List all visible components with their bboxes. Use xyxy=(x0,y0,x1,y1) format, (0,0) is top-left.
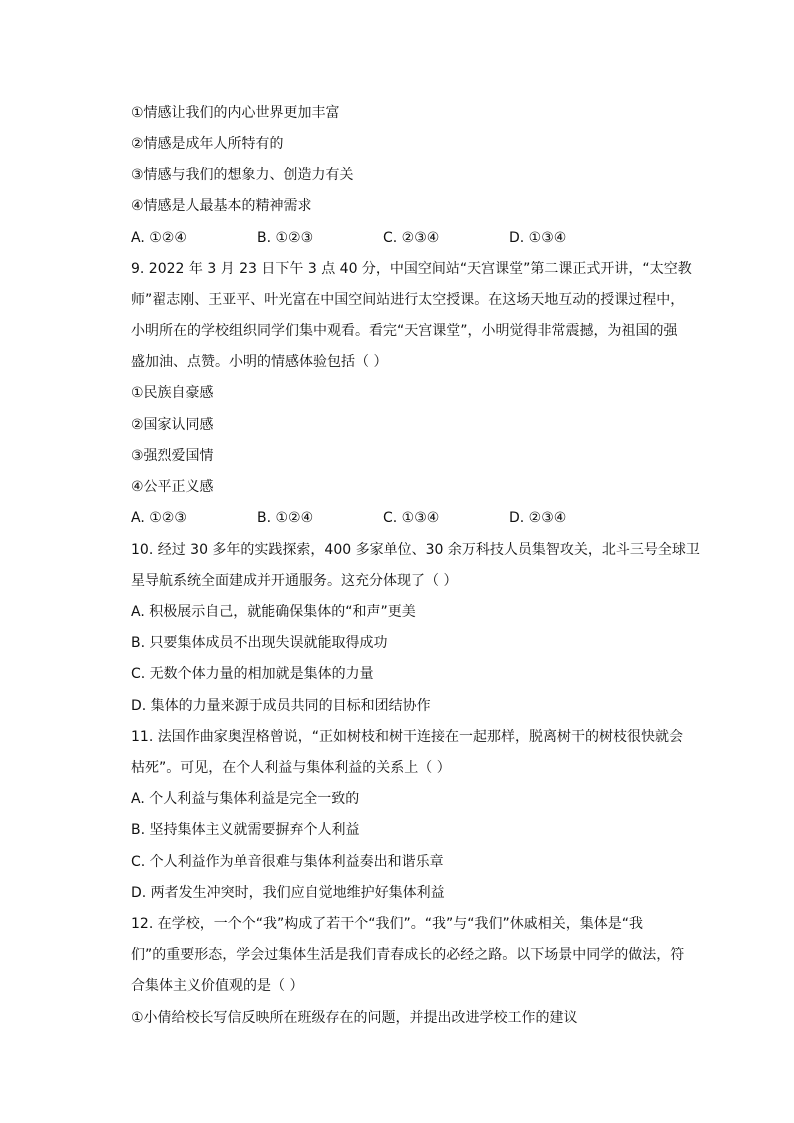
q8-option-a: A. ①②④ xyxy=(131,230,187,246)
q9-option-d: D. ②③④ xyxy=(509,510,567,526)
q8-option-d: D. ①③④ xyxy=(509,230,567,246)
q9-statement-4: ④公平正义感 xyxy=(131,479,214,495)
q12-stem-line-3: 合集体主义价值观的是（ ） xyxy=(131,978,304,994)
q8-statement-3: ③情感与我们的想象力、创造力有关 xyxy=(131,167,354,183)
q9-statement-3: ③强烈爱国情 xyxy=(131,448,214,464)
q12-stem-line-1: 12. 在学校，一个个“我”构成了若干个“我们”。“我”与“我们”休戚相关，集体是“我 xyxy=(131,916,643,932)
q8-option-b: B. ①②③ xyxy=(257,230,314,246)
q9-option-c: C. ①③④ xyxy=(383,510,440,526)
q8-statement-2: ②情感是成年人所特有的 xyxy=(131,136,284,152)
q11-option-b: B. 坚持集体主义就需要摒弃个人利益 xyxy=(131,822,360,838)
q10-option-a: A. 积极展示自己，就能确保集体的“和声”更美 xyxy=(131,604,416,620)
q10-stem-line-1: 10. 经过 30 多年的实践探索，400 多家单位、30 余万科技人员集智攻关，北斗三号全球卫 xyxy=(131,542,700,558)
q9-option-b: B. ①②④ xyxy=(257,510,314,526)
q8-option-c: C. ②③④ xyxy=(383,230,440,246)
q10-stem-line-2: 星导航系统全面建成并开通服务。这充分体现了（ ） xyxy=(131,573,458,589)
q12-stem-line-2: 们”的重要形态，学会过集体生活是我们青春成长的必经之路。以下场景中同学的做法，符 xyxy=(131,947,685,963)
q9-statement-1: ①民族自豪感 xyxy=(131,385,214,401)
q10-option-c: C. 无数个体力量的相加就是集体的力量 xyxy=(131,666,374,682)
q9-option-a: A. ①②③ xyxy=(131,510,187,526)
q11-option-d: D. 两者发生冲突时，我们应自觉地维护好集体利益 xyxy=(131,885,445,901)
q11-option-c: C. 个人利益作为单音很难与集体利益奏出和谐乐章 xyxy=(131,854,444,870)
q11-stem-line-1: 11. 法国作曲家奥涅格曾说，“正如树枝和树干连接在一起那样，脱离树干的树枝很快就会 xyxy=(131,729,683,745)
q9-statement-2: ②国家认同感 xyxy=(131,417,214,433)
q11-stem-line-2: 枯死”。可见，在个人利益与集体利益的关系上（ ） xyxy=(131,760,451,776)
q9-stem-line-4: 盛加油、点赞。小明的情感体验包括（ ） xyxy=(131,354,388,370)
q10-option-b: B. 只要集体成员不出现失误就能取得成功 xyxy=(131,635,388,651)
q9-stem-line-2: 师”翟志刚、王亚平、叶光富在中国空间站进行太空授课。在这场天地互动的授课过程中， xyxy=(131,292,685,308)
q9-stem-line-1: 9. 2022 年 3 月 23 日下午 3 点 40 分，中国空间站“天宫课堂”第二课正式开讲，“太空教 xyxy=(131,261,692,277)
q8-statement-4: ④情感是人最基本的精神需求 xyxy=(131,198,312,214)
q12-statement-1: ①小倩给校长写信反映所在班级存在的问题，并提出改进学校工作的建议 xyxy=(131,1010,578,1026)
q10-option-d: D. 集体的力量来源于成员共同的目标和团结协作 xyxy=(131,698,431,714)
q11-option-a: A. 个人利益与集体利益是完全一致的 xyxy=(131,791,360,807)
q8-statement-1: ①情感让我们的内心世界更加丰富 xyxy=(131,105,340,121)
q9-stem-line-3: 小明所在的学校组织同学们集中观看。看完“天宫课堂”，小明觉得非常震撼，为祖国的强 xyxy=(131,323,678,339)
